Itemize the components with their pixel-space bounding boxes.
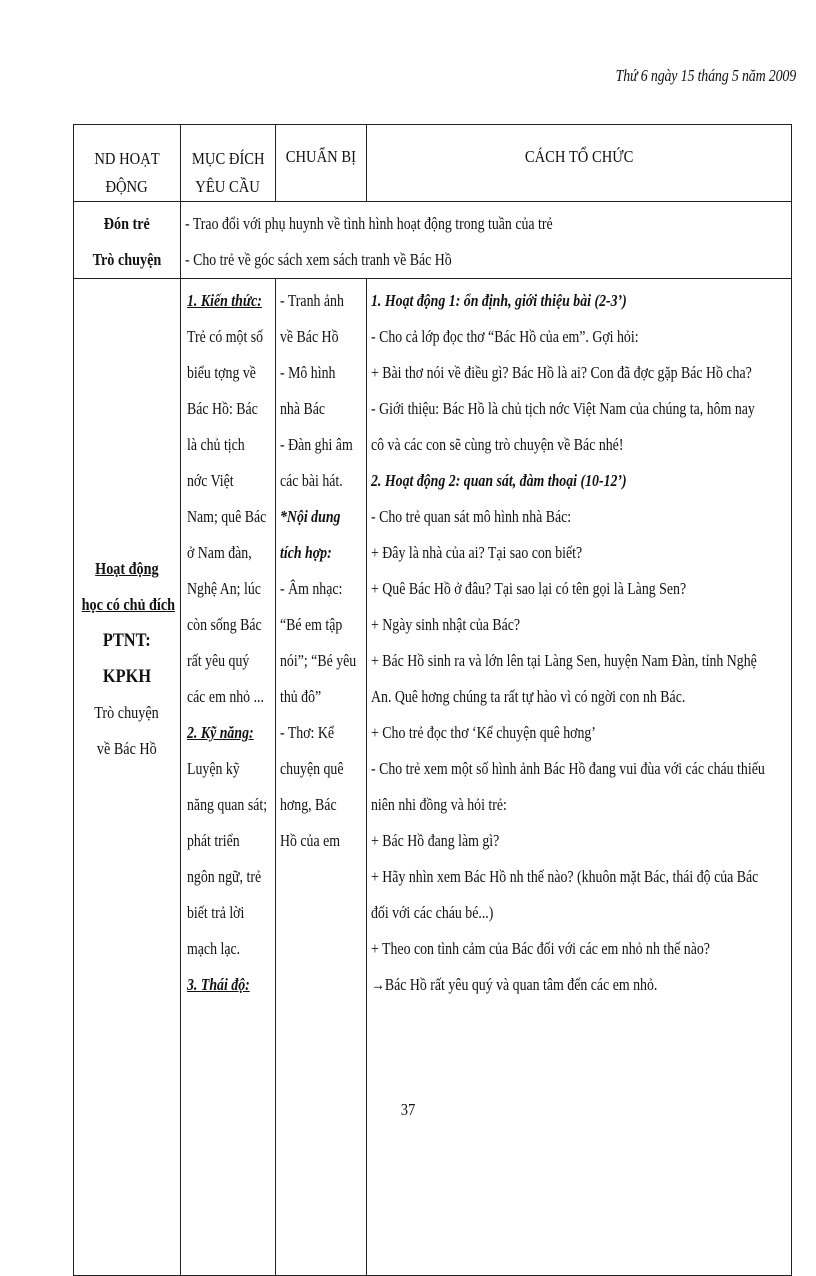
organization-line: niên nhi đồng và hỏi trẻ: (371, 795, 507, 814)
header-preparation (276, 125, 367, 202)
organization-line: - Cho trẻ xem một số hình ảnh Bác Hồ đang vui đùa với các cháu thiếu (371, 759, 765, 778)
preparation-line: Hồ của em (280, 831, 341, 850)
goal-line: các em nhỏ ... (187, 687, 264, 706)
preparation-line-heading: *Nội dung (280, 507, 341, 526)
organization-line: - Cho trẻ quan sát mô hình nhà Bác: (371, 507, 572, 526)
preparation-line: “Bé em tập (280, 615, 343, 634)
welcome-content-cell (181, 202, 792, 279)
preparation-line: các bài hát. (280, 471, 343, 490)
activity-title-1: Hoạt động (95, 559, 159, 578)
goals-cell (181, 279, 276, 1276)
preparation-line (280, 535, 352, 571)
preparation-line: hơng, Bác (280, 795, 337, 814)
activity-subject-1: PTNT: (103, 630, 151, 651)
goal-line: ngôn ngữ, trẻ (187, 867, 262, 886)
organization-line: + Ngày sinh nhật của Bác? (371, 615, 521, 634)
organization-line: + Theo con tình cảm của Bác đối với các em nhỏ nh thế nào? (371, 939, 710, 958)
welcome-label-1: Đón trẻ (103, 214, 151, 233)
lesson-date: Thứ 6 ngày 15 tháng 5 năm 2009 (615, 66, 796, 85)
preparation-line (280, 499, 352, 535)
organization-line: An. Quê hơng chúng ta rất tự hào vì có ngời con nh Bác. (371, 687, 686, 706)
goal-line: ở Nam đàn, (187, 543, 252, 562)
organization-line: cô và các con sẽ cùng trò chuyện về Bác nhé! (371, 435, 624, 454)
goal-line: biết trả lời (187, 903, 245, 922)
goal-line: năng quan sát; (187, 795, 268, 814)
preparation-line: - Mô hình (280, 363, 336, 382)
organization-list (371, 283, 791, 1003)
goal-line: mạch lạc. (187, 939, 241, 958)
organization-line: + Bác Hồ đang làm gì? (371, 831, 500, 850)
welcome-line-2: - Cho trẻ về góc sách xem sách tranh về Bác Hồ (185, 250, 452, 269)
goal-line: Nghệ An; lúc (187, 579, 261, 598)
activity-row (74, 279, 792, 1276)
organization-line: + Quê Bác Hồ ở đâu? Tại sao lại có tên gọi là Làng Sen? (371, 579, 687, 598)
preparation-line: nói”; “Bé yêu (280, 651, 357, 670)
goal-line-heading: 2. Kỹ năng: (187, 723, 254, 742)
goal-line: còn sống Bác (187, 615, 262, 634)
organization-line (371, 463, 724, 499)
goal-line: là chủ tịch (187, 435, 245, 454)
organization-line: + Bác Hồ sinh ra và lớn lên tại Làng Sen, huyện Nam Đàn, tỉnh Nghệ (371, 651, 757, 670)
goal-line: rất yêu quý (187, 651, 250, 670)
preparation-line: chuyện quê (280, 759, 344, 778)
preparation-line: - Thơ: Kể (280, 723, 335, 742)
welcome-line-1: - Trao đổi với phụ huynh về tình hình hoạt động trong tuần của trẻ (185, 214, 553, 233)
header-organization (367, 125, 792, 202)
header-col1-line2: ĐỘNG (105, 177, 149, 196)
activity-topic-2: về Bác Hồ (97, 739, 157, 758)
goal-line-heading: 3. Thái độ: (187, 975, 250, 994)
goal-line: Trẻ có một số (187, 327, 264, 346)
header-activity-content (74, 125, 181, 202)
goal-line (187, 715, 261, 751)
header-row (74, 125, 792, 202)
organization-cell (367, 279, 792, 1276)
activity-subject-2: KPKH (102, 666, 152, 687)
organization-line: →Bác Hồ rất yêu quý và quan tâm đến các em nhỏ. (371, 975, 658, 994)
organization-line (371, 283, 724, 319)
activity-title-2: học có chủ đích (81, 595, 176, 614)
welcome-label-2: Trò chuyện (92, 250, 162, 269)
organization-line: + Hãy nhìn xem Bác Hồ nh thế nào? (khuôn mặt Bác, thái độ của Bác (371, 867, 759, 886)
goal-line: Luyện kỹ (187, 759, 240, 778)
preparation-line: nhà Bác (280, 399, 326, 418)
header-purpose (181, 125, 276, 202)
organization-line: - Giới thiệu: Bác Hồ là chủ tịch nớc Việt Nam của chúng ta, hôm nay (371, 399, 755, 418)
header-col3: CHUẨN BỊ (285, 147, 356, 166)
preparation-line: về Bác Hồ (280, 327, 339, 346)
preparation-line: - Tranh ảnh (280, 291, 344, 310)
preparation-cell (276, 279, 367, 1276)
header-col1-line1: ND HOẠT (94, 149, 160, 168)
organization-line-heading: 2. Hoạt động 2: quan sát, đàm thoại (10-12’) (371, 471, 627, 490)
goal-line: Bác Hồ: Bác (187, 399, 258, 418)
preparation-line: - Âm nhạc: (280, 579, 343, 598)
header-col2-line2: YÊU CẦU (195, 177, 261, 196)
organization-line: + Đây là nhà của ai? Tại sao con biết? (371, 543, 583, 562)
goal-line (187, 283, 261, 319)
goal-line-heading: 1. Kiến thức: (187, 291, 262, 310)
goal-line (187, 967, 261, 1003)
preparation-line: - Đàn ghi âm (280, 435, 353, 454)
activity-label-cell (74, 279, 181, 1276)
header-col2-line1: MỤC ĐÍCH (191, 149, 265, 168)
organization-line-heading: 1. Hoạt động 1: ổn định, giới thiệu bài (2-3’) (371, 291, 627, 310)
preparation-line: thủ đô” (280, 687, 322, 706)
goal-line: biểu tợng về (187, 363, 256, 382)
goal-line: nớc Việt (187, 471, 234, 490)
organization-line: + Cho trẻ đọc thơ ‘Kể chuyện quê hơng’ (371, 723, 596, 742)
page-number: 37 (400, 1100, 416, 1119)
header-col4: CÁCH TỔ CHỨC (524, 147, 634, 166)
organization-line: đối với các cháu bé...) (371, 903, 494, 922)
preparation-line-heading: tích hợp: (280, 543, 332, 562)
activity-topic-1: Trò chuyện (94, 703, 160, 722)
organization-line: + Bài thơ nói về điều gì? Bác Hồ là ai? Con đã đợc gặp Bác Hồ cha? (371, 363, 752, 382)
goals-list (187, 283, 275, 1003)
goal-line: phát triển (187, 831, 240, 850)
organization-line: - Cho cả lớp đọc thơ “Bác Hồ của em”. Gợi hỏi: (371, 327, 639, 346)
welcome-label-cell (74, 202, 181, 279)
preparation-list (280, 283, 366, 859)
welcome-row (74, 202, 792, 279)
goal-line: Nam; quê Bác (187, 507, 267, 526)
